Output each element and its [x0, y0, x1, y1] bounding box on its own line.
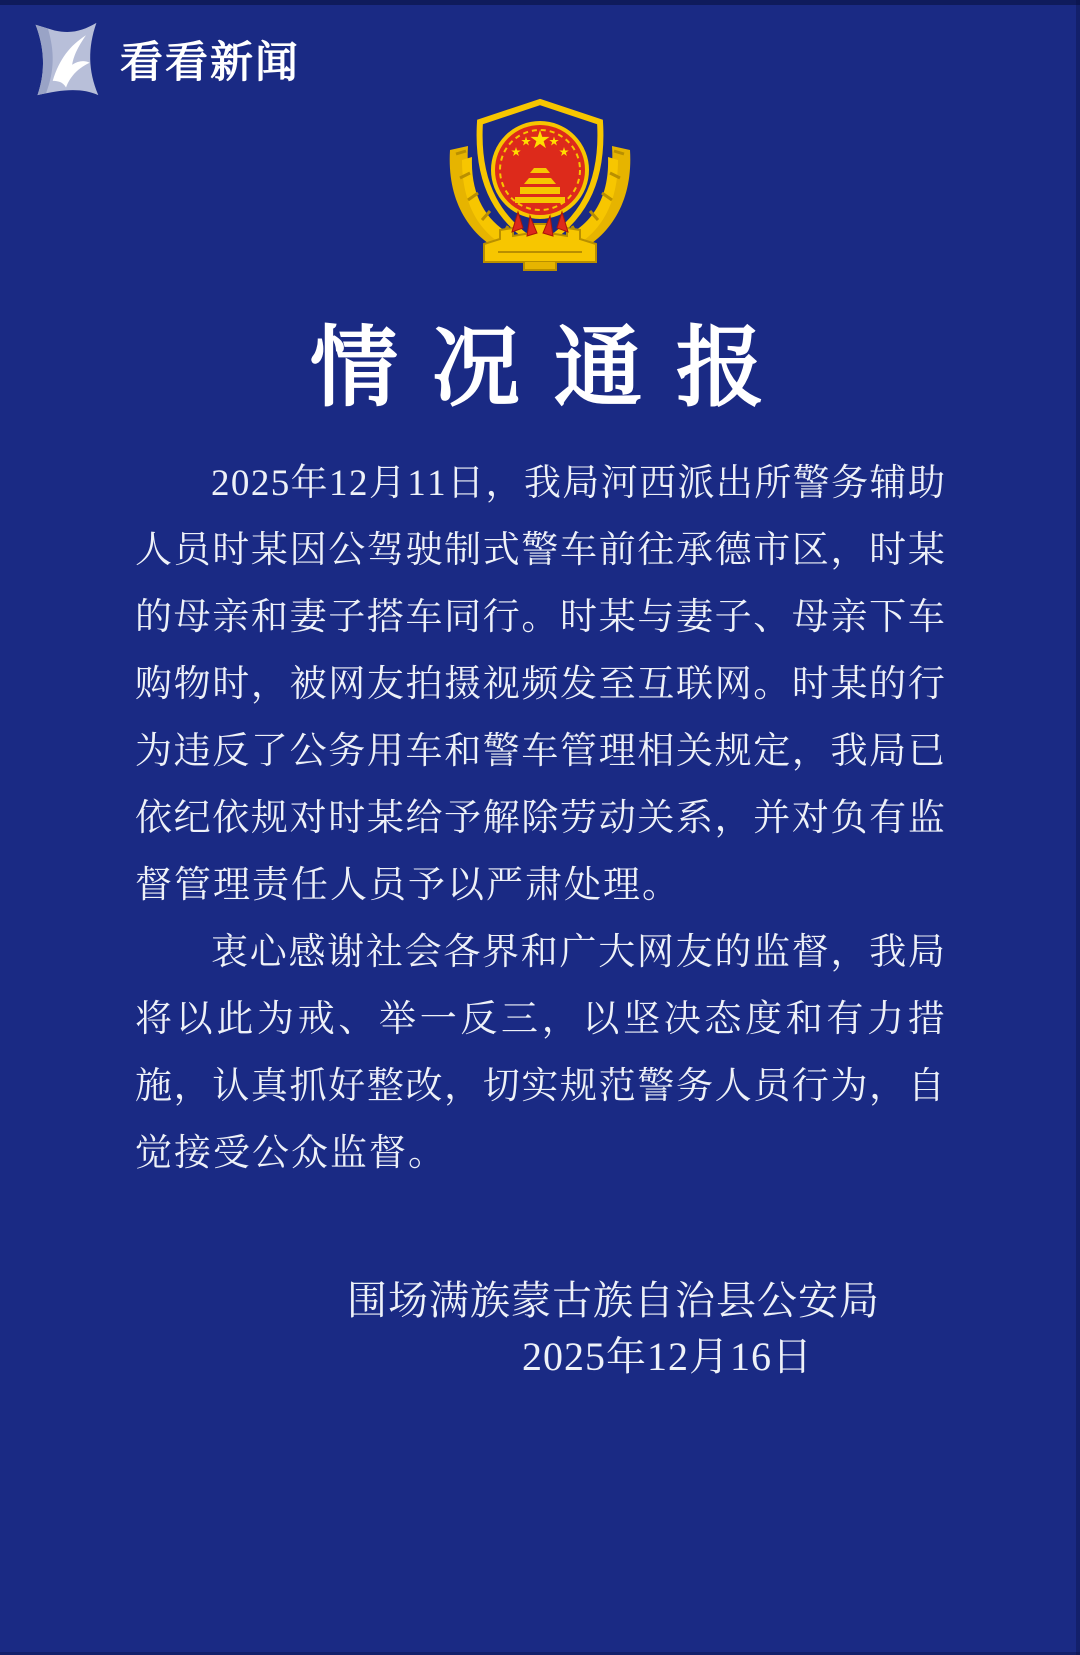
notice-line: 依 纪 依 规 对 时 某 给 予 解 除 劳 动 关 系 ， 并 对 负 有 监 [135, 798, 945, 839]
issue-date: 2025年12月16日 [522, 1334, 813, 1379]
notice-title: 情 况 通 报 [309, 321, 770, 418]
notice-body [135, 450, 945, 1187]
notice-line: 衷 心 感 谢 社 会 各 界 和 广 大 网 友 的 监 督 ， 我 局 [211, 932, 945, 973]
notice-line: 施 ， 认 真 抓 好 整 改 ， 切 实 规 范 警 务 人 员 行 为 ， 自 [135, 1066, 945, 1107]
police-emblem [418, 94, 662, 272]
notice-line: 为 违 反 了 公 务 用 车 和 警 车 管 理 相 关 规 定 ， 我 局 已 [135, 731, 945, 772]
notice-line: 觉接受公众监督。 [135, 1133, 447, 1174]
notice-line: 2 0 2 5 年 1 2 月 1 1 日 ， 我 局 河 西 派 出 所 警 务 辅 助 [211, 463, 945, 504]
notice-line: 的 母 亲 和 妻 子 搭 车 同 行 。 时 某 与 妻 子 、 母 亲 下 车 [135, 597, 945, 638]
signature-block [0, 1273, 1080, 1385]
kankan-news-logo [28, 20, 300, 98]
police-badge-icon [418, 94, 662, 272]
kankan-news-logo-icon [28, 20, 104, 98]
notice-line: 督管理责任人员予以严肃处理。 [135, 865, 681, 906]
notice-line: 将 以 此 为 戒 、 举 一 反 三 ， 以 坚 决 态 度 和 有 力 措 [135, 999, 945, 1040]
kankan-news-wordmark: 看看新闻 [120, 38, 300, 87]
notice-line: 购 物 时 ， 被 网 友 拍 摄 视 频 发 至 互 联 网 。 时 某 的 行 [135, 664, 945, 705]
issuing-agency: 围场满族蒙古族自治县公安局 [347, 1278, 880, 1323]
notice-line: 人 员 时 某 因 公 驾 驶 制 式 警 车 前 往 承 德 市 区 ， 时 某 [135, 530, 945, 571]
